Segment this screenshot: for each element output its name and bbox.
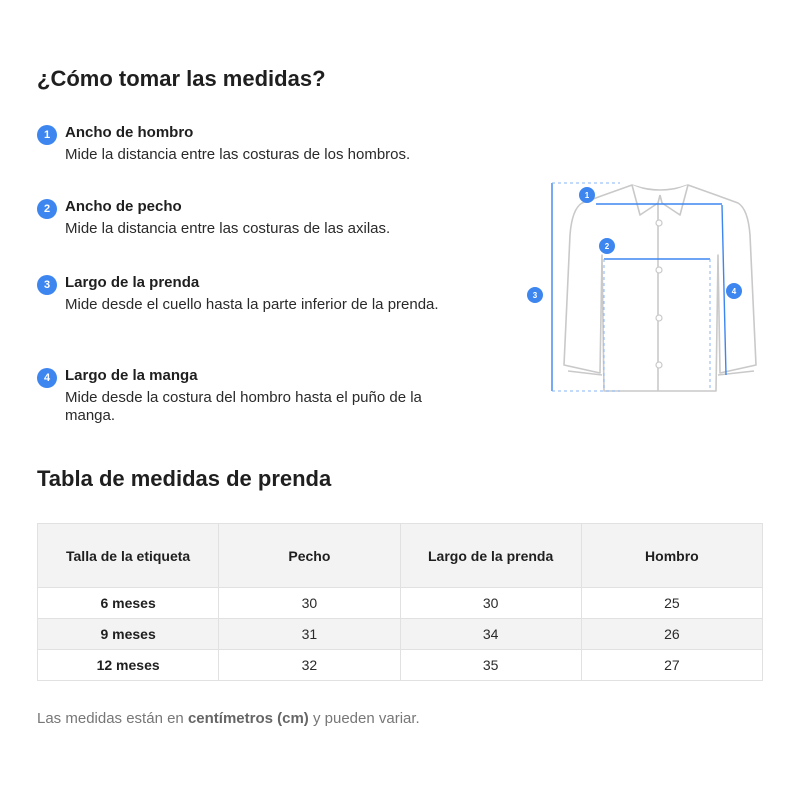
step-title: Ancho de hombro <box>65 124 194 141</box>
howto-title: ¿Cómo tomar las medidas? <box>37 66 326 91</box>
shirt-measurement-diagram <box>520 175 765 400</box>
step-description: Mide desde el cuello hasta la parte inferior de la prenda. <box>65 296 439 313</box>
step-number-badge: 2 <box>37 199 57 219</box>
step-title: Largo de la manga <box>65 367 198 384</box>
step-description: Mide desde la costura del hombro hasta el puño de la manga. <box>65 389 422 424</box>
step-description: Mide la distancia entre las costuras de las axilas. <box>65 220 391 237</box>
cell-size: 9 meses <box>38 619 219 650</box>
table-row <box>38 588 763 619</box>
svg-text:3: 3 <box>532 291 538 300</box>
shirt-icon <box>520 175 765 400</box>
size-table <box>37 523 763 681</box>
note-suffix: y pueden variar. <box>308 710 420 727</box>
table-header-row <box>38 524 763 588</box>
svg-text:1: 1 <box>584 191 590 200</box>
table-row <box>38 619 763 650</box>
cell-size: 6 meses <box>38 588 219 619</box>
cell-size: 12 meses <box>38 650 219 681</box>
column-header-shoulder: Hombro <box>581 524 762 588</box>
step-number-badge: 1 <box>37 125 57 145</box>
cell-length: 34 <box>400 619 581 650</box>
cell-shoulder: 26 <box>581 619 762 650</box>
step-title: Ancho de pecho <box>65 198 182 215</box>
cell-chest: 30 <box>219 588 400 619</box>
column-header-length: Largo de la prenda <box>400 524 581 588</box>
marker-4 <box>726 283 742 299</box>
marker-2 <box>599 238 615 254</box>
note-prefix: Las medidas están en <box>37 710 188 727</box>
step-description: Mide la distancia entre las costuras de los hombros. <box>65 146 411 163</box>
cell-chest: 32 <box>219 650 400 681</box>
marker-1 <box>579 187 595 203</box>
cell-shoulder: 27 <box>581 650 762 681</box>
cell-length: 30 <box>400 588 581 619</box>
table-row <box>38 650 763 681</box>
units-note <box>37 710 420 727</box>
column-header-size: Talla de la etiqueta <box>38 524 219 588</box>
step-title: Largo de la prenda <box>65 274 200 291</box>
marker-3 <box>527 287 543 303</box>
note-units: centímetros (cm) <box>187 710 309 727</box>
step-number-badge: 3 <box>37 275 57 295</box>
cell-chest: 31 <box>219 619 400 650</box>
cell-length: 35 <box>400 650 581 681</box>
svg-text:2: 2 <box>604 242 610 251</box>
size-table-title: Tabla de medidas de prenda <box>37 466 332 491</box>
svg-text:4: 4 <box>731 287 737 296</box>
column-header-chest: Pecho <box>219 524 400 588</box>
step-number-badge: 4 <box>37 368 57 388</box>
cell-shoulder: 25 <box>581 588 762 619</box>
